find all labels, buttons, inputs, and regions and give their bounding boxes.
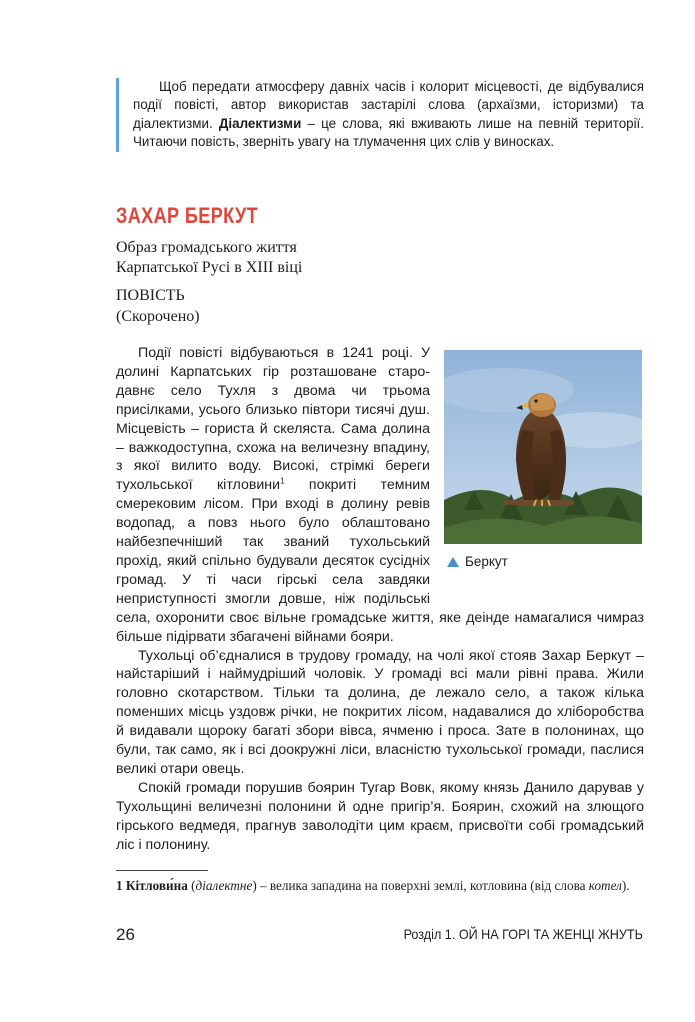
intro-text bbox=[133, 78, 644, 152]
paragraph-1-part-b: покриті темним смерековим лісом. При вході в долину ревів водопад, а повз нього було облаштовано найбезпечніший так званий тухольський прохід, який спільно будували десяток сусідніх громад. У ті часи гірські села завдяки неприступності змогли довше, ніж подільські села, охоронити своє вільне громадське життя, яке деінде намагалися чимраз більше підірвати збагачені війнами бояри. bbox=[116, 477, 644, 645]
subtitle-line-1: Образ громадського життя bbox=[116, 239, 297, 256]
page-number: 26 bbox=[116, 925, 135, 944]
story-title: ЗАХАР БЕРКУТ bbox=[116, 203, 259, 228]
footnote-note: діалектне bbox=[195, 878, 253, 893]
story-subtitle bbox=[116, 238, 302, 278]
genre-block bbox=[116, 285, 200, 327]
footnote bbox=[116, 877, 644, 895]
genre-label: ПОВІСТЬ bbox=[116, 287, 185, 304]
footnote-open: ( bbox=[187, 878, 196, 893]
intro-box bbox=[116, 78, 644, 152]
intro-part1: Щоб передати атмосферу давніх часів і колорит місцевості, де відбувалися події повісті, автор використав застарілі слова (архаїзми, історизми) та діалектизми. bbox=[133, 79, 644, 131]
footnote-close: ). bbox=[621, 878, 630, 893]
paragraph-1-part-a: Події повісті відбуваються в 1241 році. У долині Карпатських гір розташоване стародавнє село Тухля з двома чи трьома присілками, усього близько півтори тисячі душ. Місцевість – гориста й скеляста. Сама долина – важкодоступна, схожа на величезну впадину, з якої вилито воду. Високі, стрімкі береги тухольської кітловини bbox=[116, 345, 430, 494]
footnote-word: котел bbox=[588, 878, 622, 893]
photo-caption bbox=[447, 554, 508, 569]
intro-part2: – це слова, які вживають лише на певній території. Читаючи повість, зверніть увагу на тлумачення цих слів у виносках. bbox=[133, 115, 644, 150]
footnote-marker: 1 bbox=[116, 878, 123, 893]
footnote-divider bbox=[116, 870, 208, 871]
footnote-term: Кітлови́на bbox=[122, 878, 188, 893]
photo-caption-text: Беркут bbox=[465, 554, 508, 569]
paragraph-2: Тухольці об’єдналися в трудову громаду, на чолі якої стояв Захар Беркут – найстаріший і наймудріший чоловік. У громаді всі мали рівні права. Жили головно скотарством. Тільки та долина, де лежало село, а також кілька поменших місць уздовж річки, не покритих лісом, надавалися до хліборобства й видавали щороку багаті збори вівса, ячменю і проса. Зате в полонинах, що були, так само, як і всі доокружні ліси, власністю тухольської громади, паслися великі отари овець. bbox=[116, 647, 644, 777]
abridged-label: (Скорочено) bbox=[116, 308, 200, 325]
footnote-definition: ) – велика западина на поверхні землі, котловина (від слова bbox=[252, 878, 589, 893]
section-title: Розділ 1. ОЙ НА ГОРІ ТА ЖЕНЦІ ЖНУТЬ bbox=[403, 926, 643, 942]
footnote-ref: 1 bbox=[280, 476, 285, 486]
paragraph-3: Спокій громади порушив боярин Тугар Вовк, якому князь Данило дарував у Тухольщині величезні полонини й одне пригір’я. Боярин, схожий на злющого гірського ведмедя, прагнув заволодіти цим краєм, присвоїти собі громадський ліс і полонину. bbox=[116, 779, 644, 853]
eagle-photo bbox=[444, 350, 642, 544]
eagle-illustration bbox=[444, 350, 642, 544]
subtitle-line-2: Карпатської Русі в XIII віці bbox=[116, 259, 303, 276]
intro-term: Діалектизми bbox=[218, 115, 302, 131]
triangle-up-icon bbox=[447, 557, 459, 567]
